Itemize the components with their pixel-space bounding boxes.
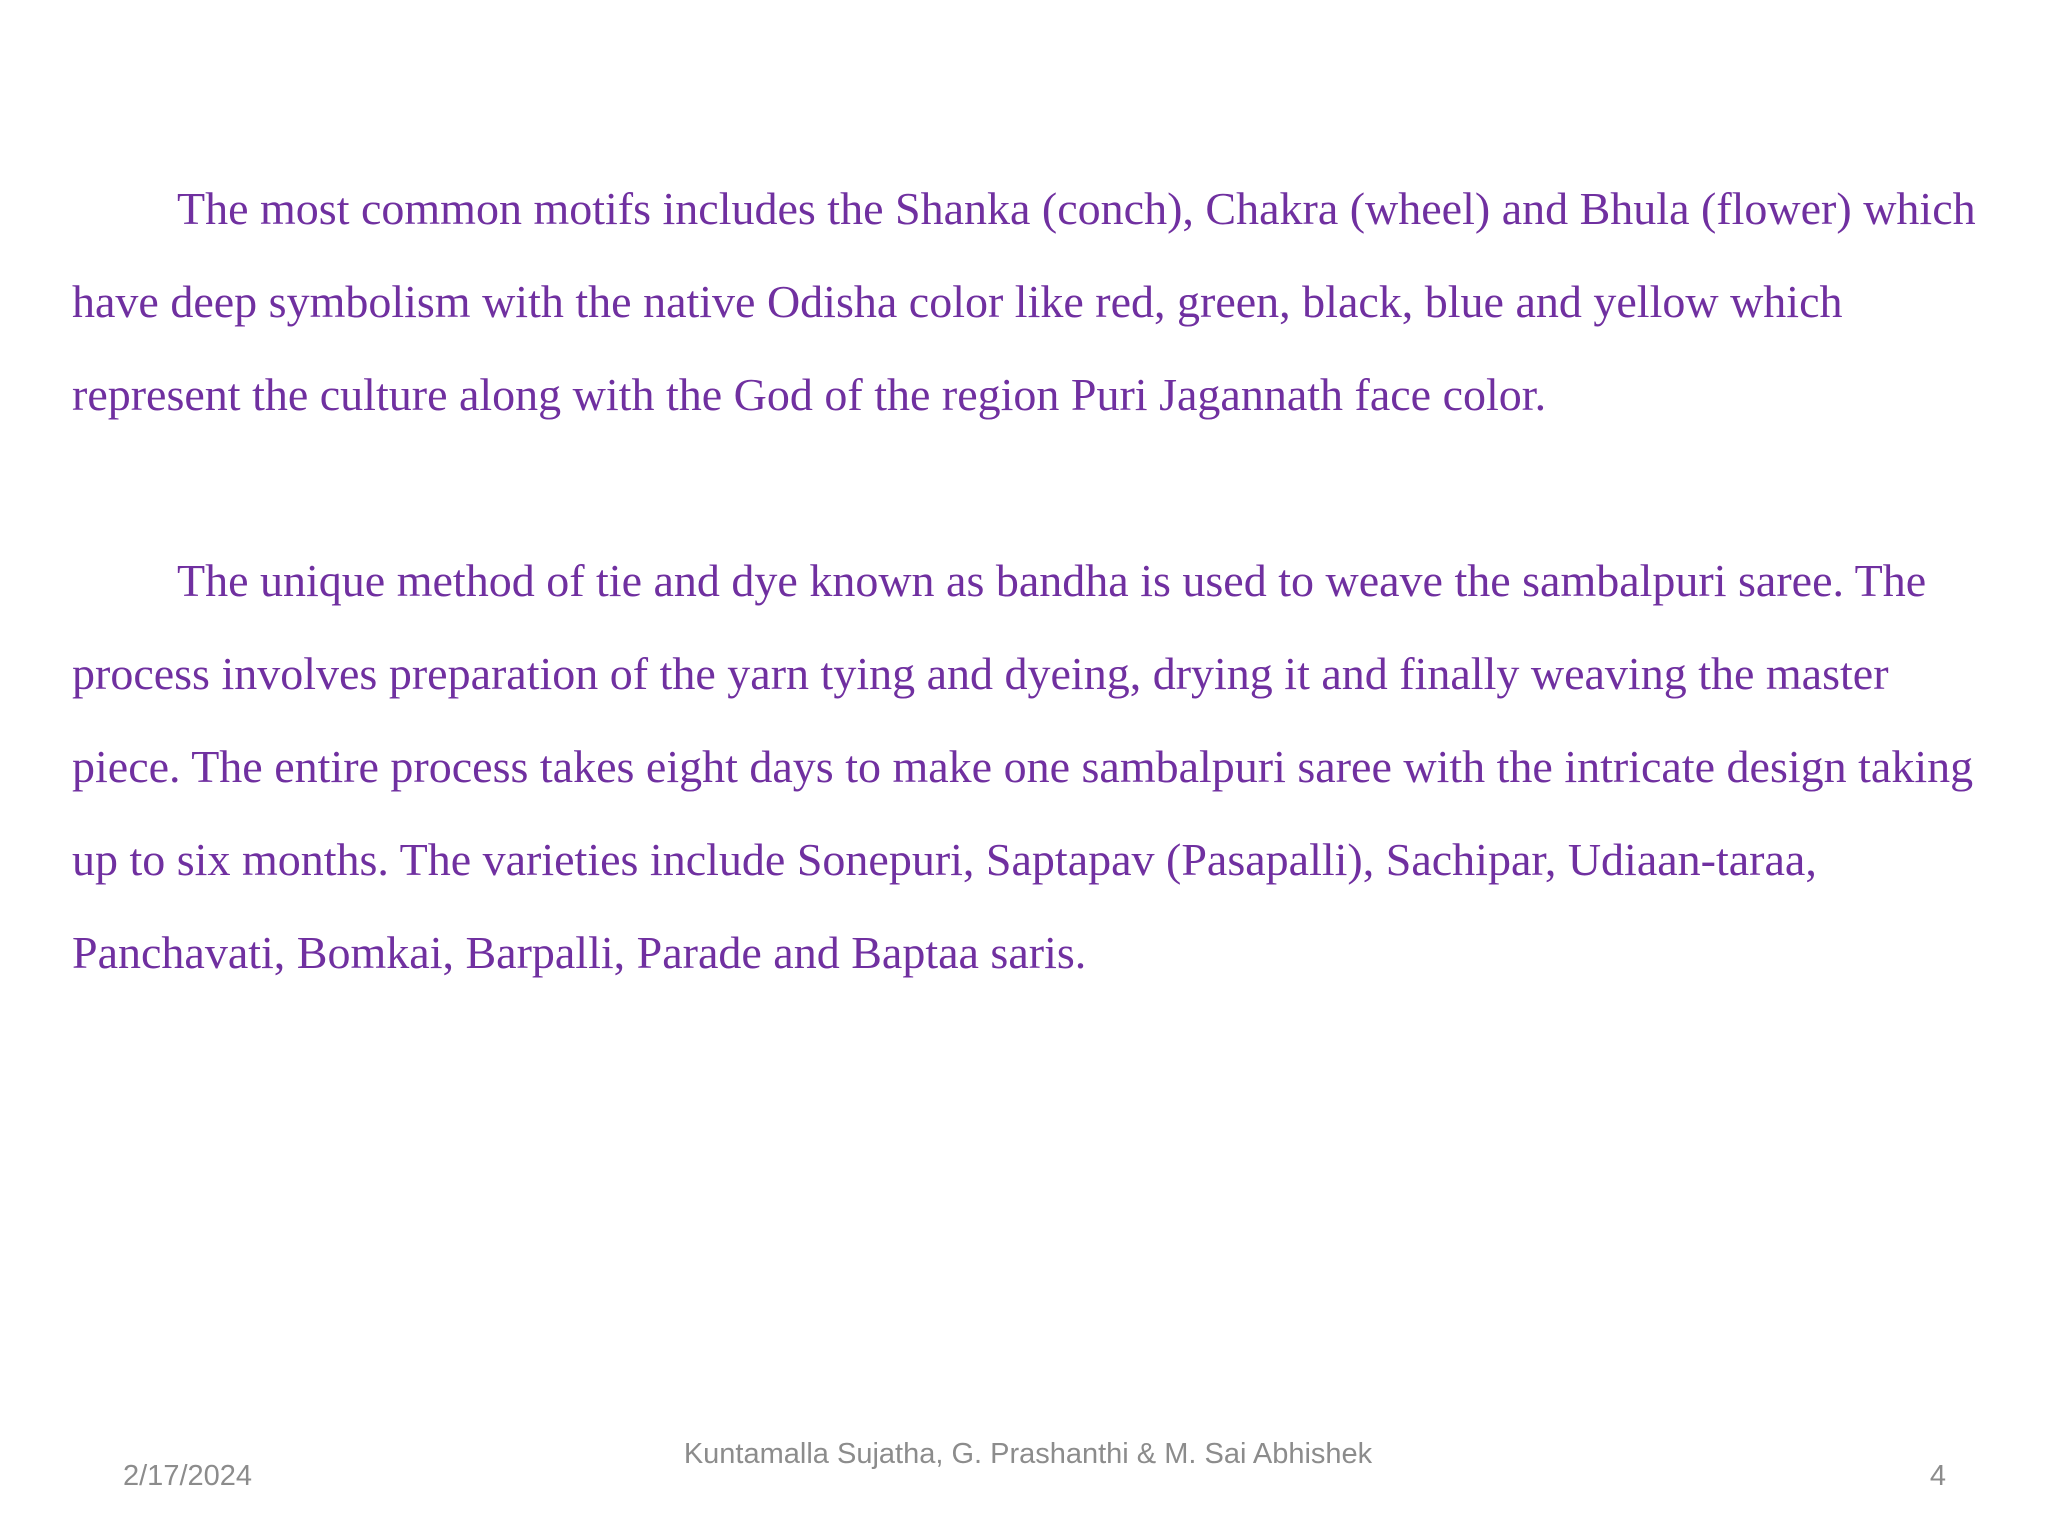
- footer-authors: Kuntamalla Sujatha, G. Prashanthi & M. Sai Abhishek: [683, 1438, 1373, 1470]
- body-paragraph-motifs: The most common motifs includes the Shanka (conch), Chakra (wheel) and Bhula (flower) which have deep symbolism with the native Odisha color like red, green, black, blue and yellow which represent the culture along with the God of the region Puri Jagannath face color.: [72, 183, 1976, 420]
- footer-date: 2/17/2024: [123, 1460, 253, 1492]
- slide-body: [72, 162, 1992, 999]
- body-paragraph-process: The unique method of tie and dye known as bandha is used to weave the sambalpuri saree. The process involves preparation of the yarn tying and dyeing, drying it and finally weaving the master piece. The entire process takes eight days to make one sambalpuri saree with the intricate design taking up to six months. The varieties include Sonepuri, Saptapav (Pasapalli), Sachipar, Udiaan-taraa, Panchavati, Bomkai, Barpalli, Parade and Baptaa saris.: [72, 555, 1974, 978]
- footer-page-number: 4: [1929, 1460, 1946, 1492]
